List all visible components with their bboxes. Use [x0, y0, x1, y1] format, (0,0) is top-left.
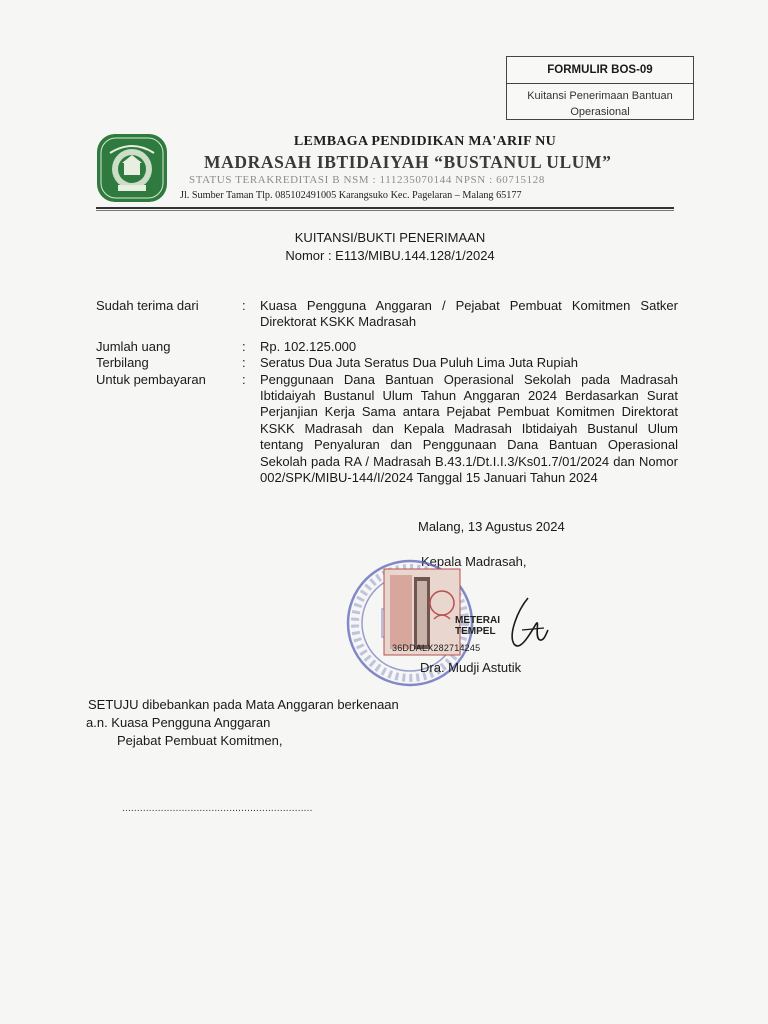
form-code: FORMULIR BOS-09 — [507, 57, 693, 84]
document-title — [220, 229, 560, 265]
row-purpose: Untuk pembayaran : Penggunaan Dana Bantuan Operasional Sekolah pada Madrasah Ibtidaiyah Bustanul Ulum Tahun Anggaran 2024 Berdasarkan Surat Perjanjian Kerja Sama antara Pejabat Pembuat Komitmen Direktorat KSKK Madrasah dan Kepala Madrasah Ibtidaiyah Bustanul Ulum tentang Penyaluran dan Penggunaan Dana Bantuan Operasional Sekolah pada RA / Madrasah B.43.1/Dt.I.I.3/Ks01.7/01/2024 dan Nomor 002/SPK/MIBU-144/I/2024 Tanggal 15 Januari Tahun 2024 — [96, 371, 678, 486]
meterai-label: METERAI TEMPEL — [455, 615, 500, 637]
meterai-code: 36DDALX282714245 — [392, 643, 481, 653]
signer-name: Dra. Mudji Astutik — [420, 660, 522, 675]
organization-name: LEMBAGA PENDIDIKAN MA'ARIF NU — [293, 134, 557, 149]
place-date: Malang, 13 Agustus 2024 — [418, 519, 565, 534]
amount-value: Rp. 102.125.000 — [260, 338, 357, 354]
approval-line: SETUJU dibebankan pada Mata Anggaran berkenaan — [88, 697, 399, 712]
school-name: MADRASAH IBTIDAIYAH “BUSTANUL ULUM” — [204, 152, 612, 172]
form-description: Kuitansi Penerimaan Bantuan Operasional — [527, 90, 673, 118]
signature-line: ................................................................ — [122, 803, 313, 814]
letterhead-rule — [96, 207, 674, 209]
title-heading: KUITANSI/BUKTI PENERIMAAN — [294, 230, 486, 245]
receipt-details — [96, 298, 678, 486]
approval-on-behalf: a.n. Kuasa Pengguna Anggaran — [86, 715, 271, 730]
signer-position: Kepala Madrasah, — [421, 554, 527, 569]
purpose-value: Penggunaan Dana Bantuan Operasional Sekolah pada Madrasah Ibtidaiyah Bustanul Ulum Tahun Anggaran 2024 Berdasarkan Surat Perjanjian Kerja Sama antara Pejabat Pembuat Komitmen Direktorat KSKK Madrasah dan Kepala Madrasah Ibtidaiyah Bustanul Ulum tentang Penyaluran dan Penggunaan Dana Bantuan Operasional Sekolah pada RA / Madrasah B.43.1/Dt.I.I.3/Ks01.7/01/2024 dan Nomor 002/SPK/MIBU-144/I/2024 Tanggal 15 Januari Tahun 2024 — [260, 371, 678, 486]
letterhead-rule-thin — [96, 210, 674, 211]
row-amount: Jumlah uang : Rp. 102.125.000 — [96, 339, 678, 355]
handwritten-signature-icon — [500, 594, 550, 654]
form-code-box — [506, 56, 694, 120]
letterhead — [180, 134, 680, 201]
school-logo-icon — [96, 133, 168, 203]
row-in-words: Terbilang : Seratus Dua Juta Seratus Dua Puluh Lima Juta Rupiah — [96, 355, 678, 371]
accreditation-status: STATUS TERAKREDITASI B NSM : 111235070144 NPSN : 60715128 — [189, 174, 545, 186]
in-words-value: Seratus Dua Juta Seratus Dua Puluh Lima Juta Rupiah — [260, 355, 578, 371]
receipt-number: Nomor : E113/MIBU.144.128/1/2024 — [285, 248, 495, 263]
received-from-value: Kuasa Pengguna Anggaran / Pejabat Pembuat Komitmen Satker Direktorat KSKK Madrasah — [260, 298, 678, 330]
approval-official: Pejabat Pembuat Komitmen, — [117, 733, 283, 748]
row-received-from: Sudah terima dari : Kuasa Pengguna Anggaran / Pejabat Pembuat Komitmen Satker Direktorat KSKK Madrasah — [96, 298, 678, 330]
school-address: Jl. Sumber Taman Tlp. 085102491005 Karangsuko Kec. Pagelaran – Malang 65177 — [180, 190, 522, 201]
approval-block — [86, 696, 399, 750]
